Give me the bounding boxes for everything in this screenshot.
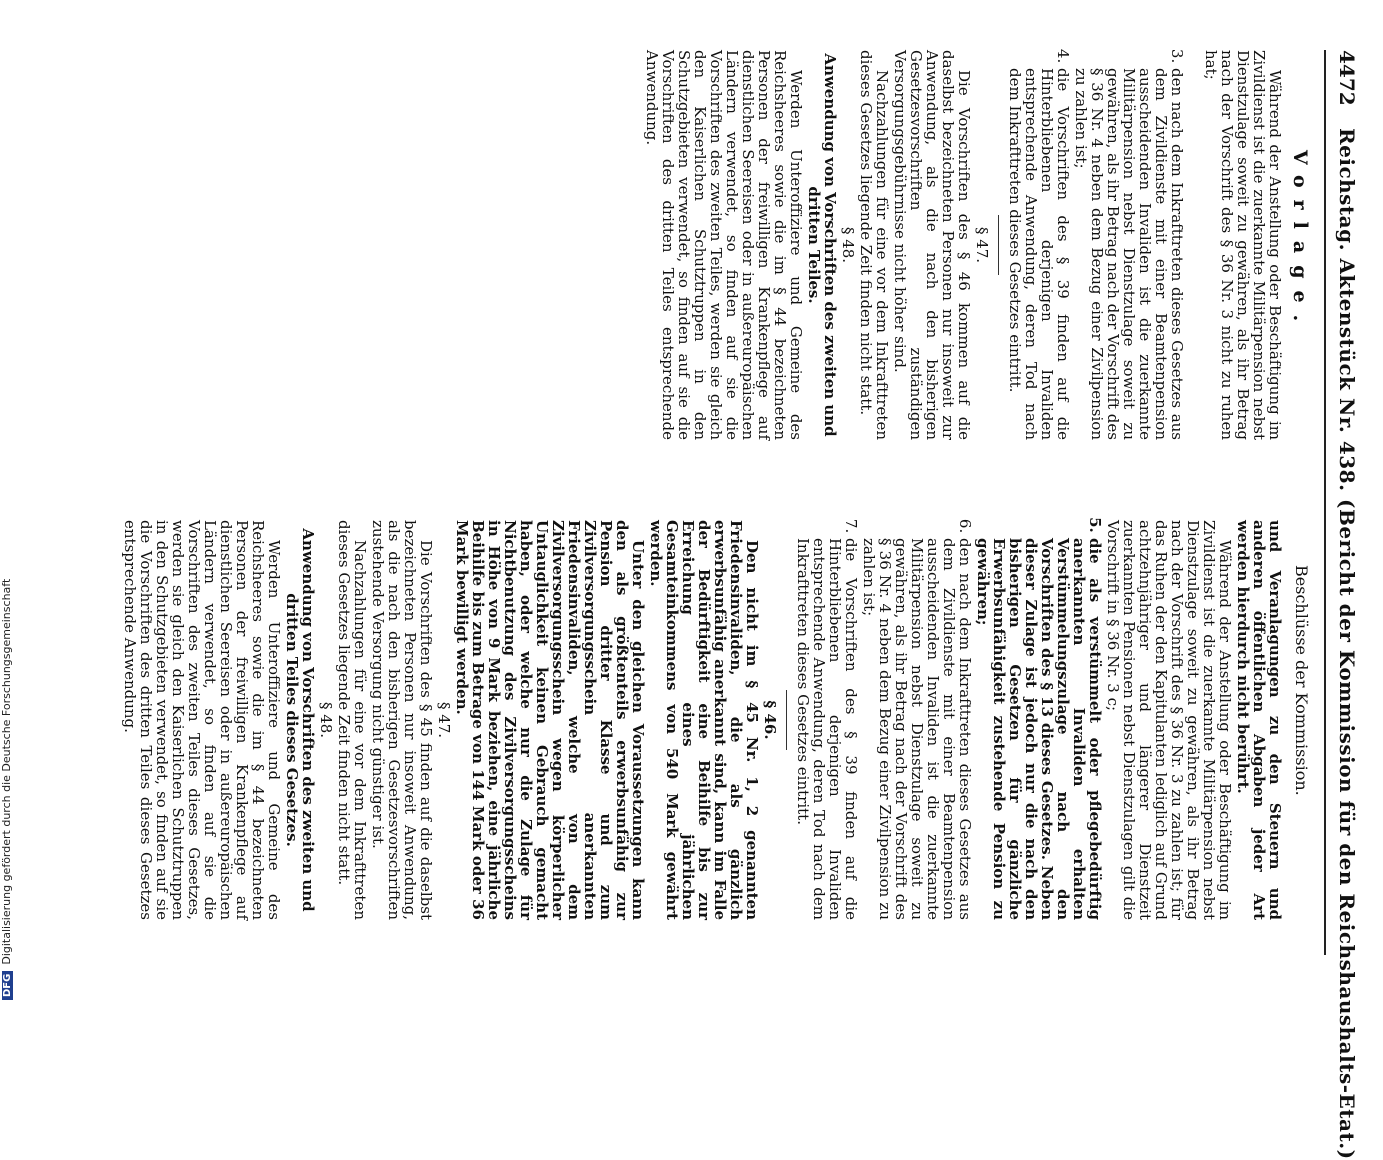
- vorlage-column: [642, 50, 1283, 440]
- vorlage-item-3: 3. den nach dem Inkrafttreten dieses Gesetzes aus dem Zivildienste mit einer Beamtenpension ausscheidenden Invaliden ist die zuerkannte Militärpension nebst Dienstzulage soweit zu gewähren, als ihr Betrag nach der Vorschrift des § 36 Nr. 4 neben dem Bezug einer Zivilpension zu zahlen ist;: [1073, 68, 1185, 440]
- page-number: 4472: [1335, 50, 1359, 106]
- beschluesse-para48: Werden Unteroffiziere und Gemeine des Reichsheeres sowie die im § 44 bezeichneten Personen der freiwilligen Krankenpflege auf dienstlichen Seereisen oder in außereuropäischen Ländern verwendet, so finden auf sie die Vorschriften des zweiten Teiles dieses Gesetzes, werden sie gleich den Kaiserlichen Schutztruppen in den Schutzgebieten verwendet, so finden auf sie die Vorschriften des dritten Teiles dieses Gesetzes entsprechende Anwendung.: [121, 520, 283, 920]
- beschluesse-intro: Während der Anstellung oder Beschäftigung im Zivildienst ist die zuerkannte Militärpension nebst Dienstzulage soweit zu gewähren, als ihr Betrag nach der Vorschrift des § 36 Nr. 3 zu zahlen ist; für das Ruhen der den Kapitulanten lediglich auf Grund achtzehnjähriger und längerer Dienstzeit zuerkannten Pensionen nebst Dienstzulagen gilt die Vorschrift in § 36 Nr. 3 c;: [1104, 520, 1234, 920]
- divider: [786, 690, 787, 750]
- beschluesse-heading2: Anwendung von Vorschriften des zweiten und dritten Teiles dieses Gesetzes.: [283, 528, 317, 912]
- beschluesse-list: [795, 520, 1103, 920]
- vorlage-intro: Während der Anstellung oder Beschäftigung im Zivildienst ist die zuerkannte Militärpension nebst Dienstzulage soweit zu gewähren, als ihr Betrag nach der Vorschrift des § 36 Nr. 3 nicht zu ruhen hat;: [1202, 50, 1284, 440]
- vorlage-para48-title: § 48.: [839, 226, 857, 264]
- dfg-logo: DFG: [2, 971, 13, 1000]
- beschluesse-item-6: 6. den nach dem Inkrafttreten dieses Gesetzes aus dem Zivildienste mit einer Beamtenpension ausscheidenden Invaliden ist die zuerkannte Militärpension nebst Dienstzulage soweit zu gewähren, als ihr Betrag nach der Vorschrift des § 36 Nr. 4 neben dem Bezug einer Zivilpension zu zahlen ist;: [861, 538, 973, 920]
- divider: [998, 215, 999, 275]
- beschluesse-para46: Den nicht im § 45 Nr. 1, 2 genannten Friedensinvaliden, die als gänzlich erwerbsunfähig anerkannt sind, kann im Falle der Bedürftigkeit eine Beihilfe bis zur Erreichung eines jährlichen Gesamteinkommens von 540 Mark gewährt werden.: [647, 520, 761, 920]
- beschluesse-item-7: 7. die Vorschriften des § 39 finden auf die Hinterbliebenen derjenigen Invaliden entsprechende Anwendung, deren Tod nach dem Inkrafttreten dieses Gesetzes eintritt.: [795, 538, 859, 920]
- vorlage-heading: Vorlage.: [1289, 150, 1311, 334]
- vorlage-para47b: Nachzahlungen für eine vor dem Inkrafttreten dieses Gesetzes liegende Zeit finden nicht statt.: [857, 50, 891, 440]
- beschluesse-item-5: 5. die als verstümmelt oder pflegebedürftig anerkannten Invaliden erhalten Verstümmelungszulage nach den Vorschriften des § 13 dieses Gesetzes. Neben dieser Zulage ist jedoch nur die nach den bisherigen Gesetzen für gänzliche Erwerbsunfähigkeit zustehende Pension zu gewähren;: [975, 538, 1103, 920]
- page-title: Reichstag. Aktenstück Nr. 438. (Bericht der Kommission für den Reichshaushalts-Etat.): [1335, 128, 1359, 1160]
- page-header: [1331, 50, 1359, 1160]
- vorlage-para48: Werden Unteroffiziere und Gemeine des Reichsheeres sowie die im § 44 bezeichneten Personen der freiwilligen Krankenpflege auf dienstlichen Seereisen oder in außereuropäischen Ländern verwendet, so finden auf sie die Vorschriften des zweiten Teiles, werden sie gleich den Kaiserlichen Schutztruppen in den Schutzgebieten verwendet, so finden auf sie die Vorschriften des dritten Teiles entsprechende Anwendung.: [643, 50, 805, 440]
- beschluesse-column: [120, 520, 1283, 920]
- vorlage-list: [1007, 50, 1185, 440]
- beschluesse-para47: Die Vorschriften des § 45 finden auf die daselbst bezeichneten Personen nur insoweit Anwendung, als die nach den bisherigen Gesetzesvorschriften zustehende Versorgung nicht günstiger ist.: [369, 520, 435, 920]
- beschluesse-intro-bold: und Veranlagungen zu den Steuern und anderen öffentlichen Abgaben jeder Art werden hierdurch nicht berührt.: [1234, 520, 1284, 920]
- beschluesse-para46b: Unter den gleichen Voraussetzungen kann den als größtenteils erwerbsunfähig zur Pension dritter Klasse und zum Zivilversorgungsschein anerkannten Friedensinvaliden, welche von dem Zivilversorgungsschein wegen körperlicher Untauglichkeit keinen Gebrauch gemacht haben, oder welche nur die Zulage für Nichtbenutzung des Zivilversorgungsscheins in Höhe von 9 Mark beziehen, eine jährliche Beihilfe bis zum Betrage von 144 Mark oder 36 Mark bewilligt werden.: [453, 520, 647, 920]
- vorlage-item-4: 4. die Vorschriften des § 39 finden auf die Hinterbliebenen derjenigen Invaliden entsprechende Anwendung, deren Tod nach dem Inkrafttreten dieses Gesetzes eintritt.: [1007, 68, 1071, 440]
- beschluesse-para47b: Nachzahlungen für eine vor dem Inkrafttreten dieses Gesetzes liegende Zeit finden nicht statt.: [335, 520, 369, 920]
- header-rule: [1324, 50, 1326, 955]
- beschluesse-para48-title: § 48.: [317, 701, 335, 739]
- vorlage-para47-title: § 47.: [973, 226, 991, 264]
- credit-text: Digitalisierung gefördert durch die Deutsche Forschungsgemeinschaft: [0, 578, 13, 965]
- beschluesse-heading: Beschlüsse der Kommission.: [1292, 565, 1311, 796]
- beschluesse-para47-title: § 47.: [435, 701, 453, 739]
- digitization-credit: [0, 0, 20, 1000]
- beschluesse-para46-title: § 46.: [761, 700, 779, 740]
- vorlage-para47: Die Vorschriften des § 46 kommen auf die daselbst bezeichneten Personen nur insoweit zur Anwendung, als die nach den bisherigen Gesetzesvorschriften zuständigen Versorgungsgebührnisse nicht höher sind.: [891, 50, 973, 440]
- vorlage-heading2: Anwendung von Vorschriften des zweiten und dritten Teiles.: [805, 53, 839, 437]
